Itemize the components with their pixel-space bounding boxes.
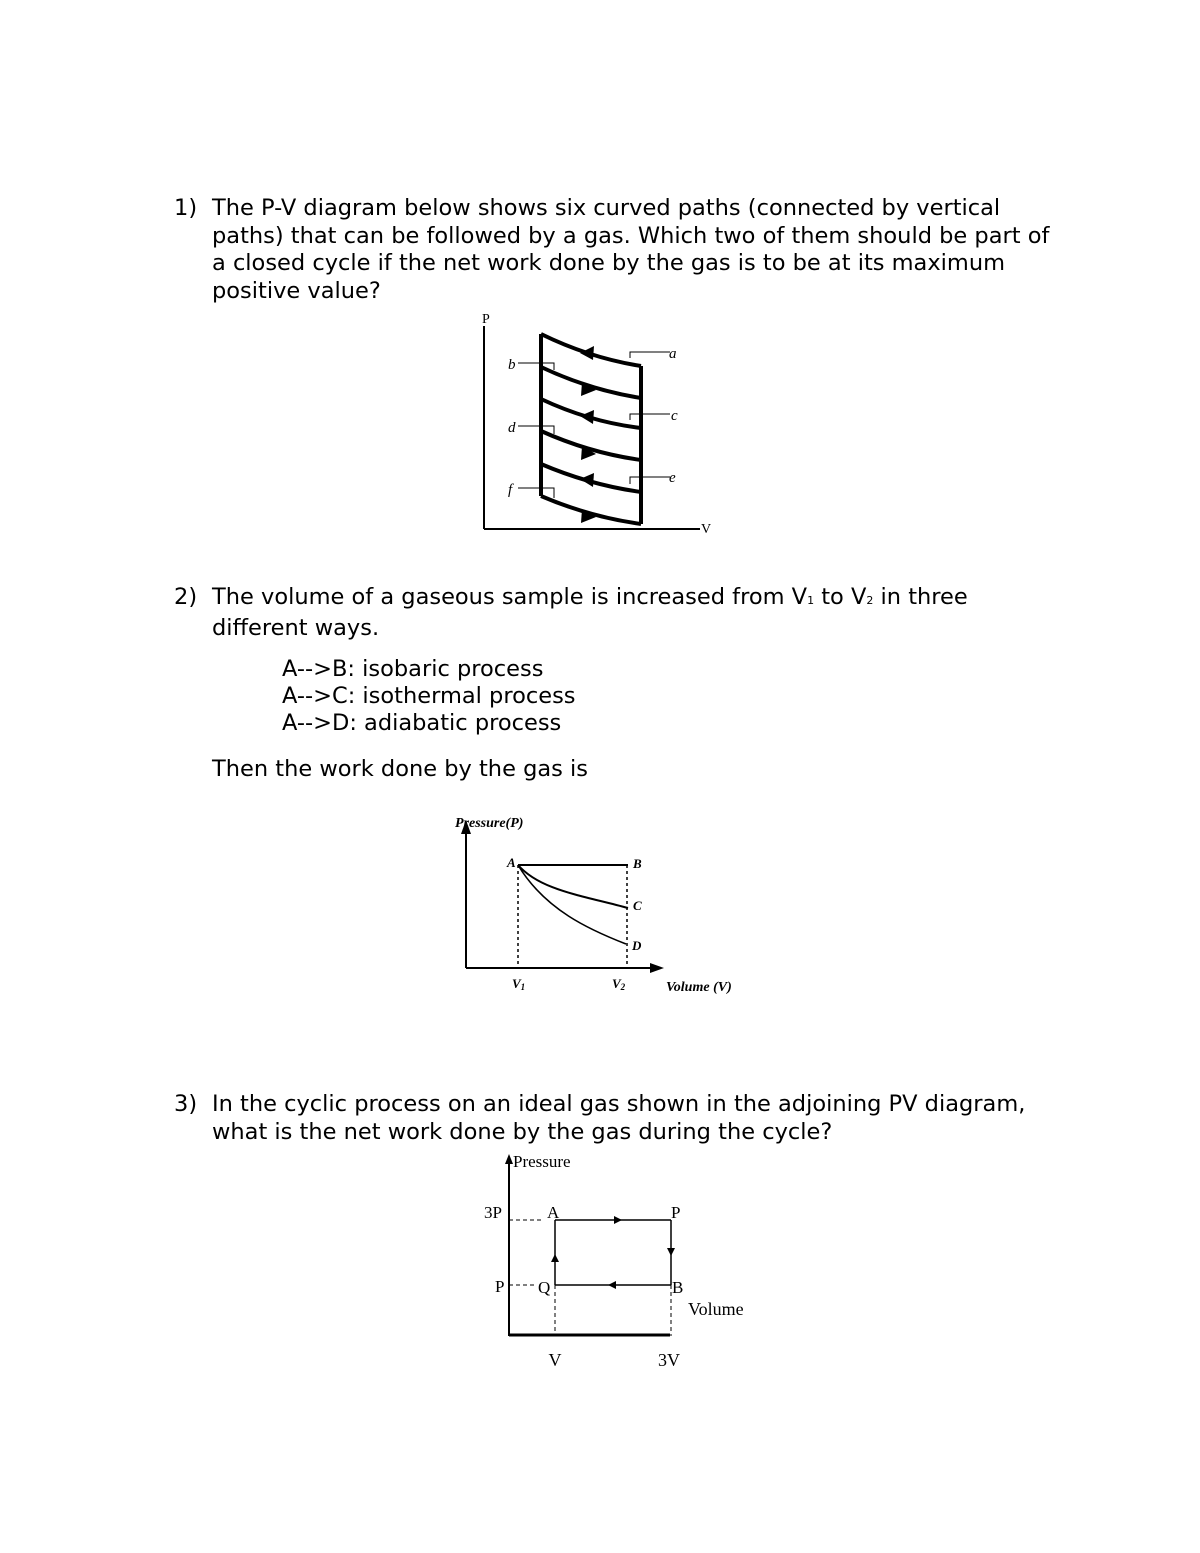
y-axis-label: Pressure(P) <box>455 816 524 831</box>
v2-label <box>612 976 626 992</box>
v2-label-sub: 2 <box>620 982 626 992</box>
label-a: a <box>669 346 677 362</box>
arrow-a-to-p-icon <box>614 1216 622 1224</box>
point-c-label: C <box>633 898 642 913</box>
process-item: A-->B: isobaric process <box>282 656 544 682</box>
leader-a <box>630 352 670 358</box>
curve-f <box>541 496 641 524</box>
label-p-level: P <box>495 1277 505 1296</box>
axis-label-v: V <box>701 522 712 537</box>
text-part: to V <box>814 584 867 610</box>
x-axis-label: Volume <box>688 1299 744 1319</box>
arrow-p-to-b-icon <box>667 1248 675 1256</box>
pv-diagram-three-processes <box>450 810 770 1000</box>
question-text <box>212 584 1054 642</box>
y-axis-arrow-icon <box>505 1154 513 1164</box>
process-list <box>282 656 576 737</box>
subscript: 2 <box>866 594 874 607</box>
label-3p: 3P <box>484 1203 502 1222</box>
pv-diagram-six-paths <box>470 310 730 540</box>
arrow-q-to-a-icon <box>551 1254 559 1262</box>
process-item: A-->D: adiabatic process <box>282 710 562 736</box>
label-e: e <box>669 470 676 486</box>
v1-label <box>512 976 525 992</box>
question-1 <box>174 195 1054 305</box>
label-3v: 3V <box>658 1350 680 1370</box>
question-number: 3) <box>174 1091 198 1117</box>
arrow-c <box>580 410 594 424</box>
point-b-label: B <box>672 1278 684 1297</box>
question-number: 2) <box>174 584 198 610</box>
text-part: The volume of a gaseous sample is increased from V <box>212 584 808 610</box>
y-axis-label: Pressure <box>513 1152 571 1171</box>
point-b-label: B <box>633 856 642 871</box>
v2-label-text: V <box>612 976 621 991</box>
x-axis-label: Volume (V) <box>666 980 732 995</box>
question-text: In the cyclic process on an ideal gas shown in the adjoining PV diagram, what is the net work done by the gas during the cycle? <box>212 1091 1026 1145</box>
text-part: in three different ways. <box>212 584 968 641</box>
point-a-label: A <box>547 1203 560 1222</box>
leader-f <box>518 488 554 498</box>
label-v: V <box>548 1350 562 1370</box>
label-f: f <box>508 482 513 498</box>
question-number: 1) <box>174 195 198 221</box>
question-text: The P-V diagram below shows six curved paths (connected by vertical paths) that can be followed by a gas. Which two of them should be part of a closed cycle if the net work done by the gas is to be at its maximum positive value? <box>212 195 1050 304</box>
v1-label-text: V <box>512 976 521 991</box>
point-d-label: D <box>632 938 642 953</box>
arrow-b-to-q-icon <box>608 1281 616 1289</box>
arrow-a <box>580 346 594 360</box>
process-item: A-->C: isothermal process <box>282 683 576 709</box>
point-q-label: Q <box>538 1278 551 1297</box>
subscript: 1 <box>807 594 815 607</box>
label-d: d <box>508 420 516 436</box>
point-p-label: P <box>671 1203 681 1222</box>
v1-label-sub: 1 <box>520 982 526 992</box>
question-3 <box>174 1091 1054 1146</box>
arrow-e <box>580 473 594 487</box>
then-text: Then the work done by the gas is <box>212 756 588 782</box>
axis-label-p: P <box>482 312 490 327</box>
x-axis-arrow-icon <box>650 963 664 973</box>
question-2 <box>174 584 1054 642</box>
label-c: c <box>671 408 678 424</box>
pv-diagram-cycle <box>475 1148 775 1378</box>
curve-b <box>541 367 641 398</box>
leader-c <box>630 414 670 420</box>
leader-e <box>630 477 670 484</box>
label-b: b <box>508 357 516 373</box>
point-a-label: A <box>507 855 516 870</box>
adiabatic-path-ad <box>518 865 626 944</box>
